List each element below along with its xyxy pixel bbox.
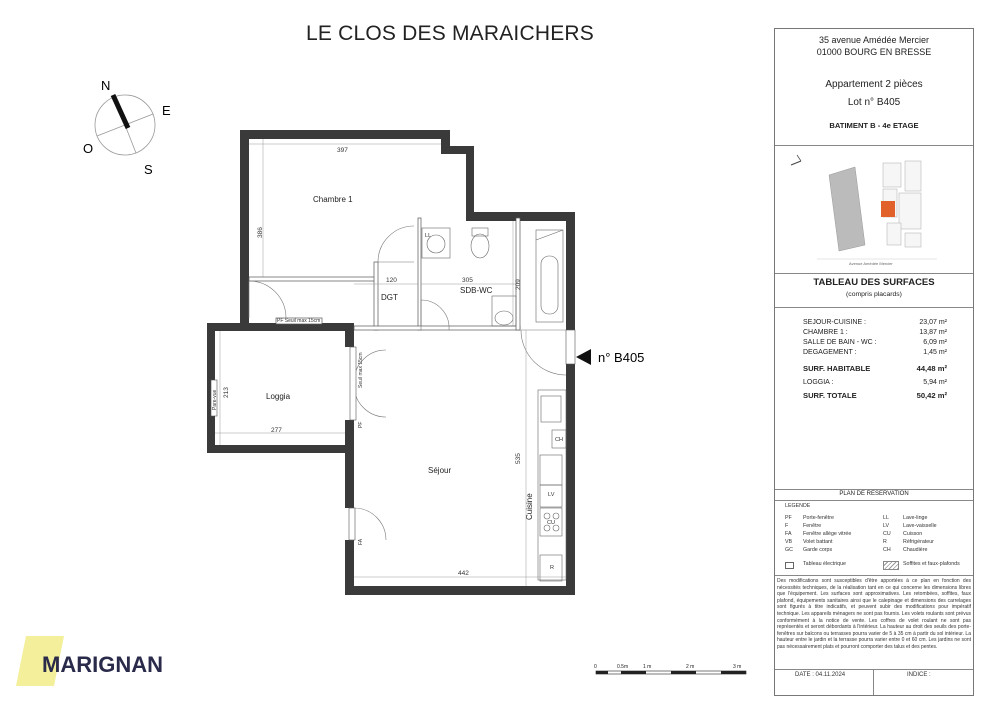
legend-label: Lave-linge [903,515,928,521]
footer-date: DATE : 04.11.2024 [795,672,846,678]
legend-code: LV [883,523,890,529]
compass-n: N [101,78,111,93]
dimension-lines [215,139,566,586]
legend-label: Cuisson [903,531,923,537]
compass [83,78,171,177]
scale-bar [594,664,746,674]
legend-label: Porte-fenêtre [803,515,834,521]
site-mini-map [787,153,963,271]
legend-label: Chaudière [903,547,928,553]
scale-3: 3 m [733,664,742,670]
mini-map-highlight [881,201,895,217]
lot-marker [576,349,644,365]
address-line2: 01000 BOURG EN BRESSE [816,47,932,57]
surface-habitable: SURF. HABITABLE 44,48 m² [803,364,947,373]
dim-209: 209 [515,279,522,290]
outer-walls [207,130,575,595]
kitchen-counter [538,390,566,581]
legend-label: Garde corps [803,547,833,553]
dim-213: 213 [223,387,230,398]
dim-535: 535 [515,453,522,464]
surface-totale: SURF. TOTALE 50,42 m² [803,391,947,400]
surface-row: SALLE DE BAIN - WC : 6,09 m² [803,339,947,346]
surface-row: DEGAGEMENT : 1,45 m² [803,349,947,356]
legend-code: CU [883,531,891,537]
apartment-building: BATIMENT B - 4e ETAGE [829,121,919,130]
scale-2: 2 m [686,664,695,670]
compass-o: O [83,141,94,156]
label-ch: CH [555,437,564,443]
compass-s: S [144,162,153,177]
dim-120: 120 [386,277,397,284]
dim-305: 305 [462,277,473,284]
legend-soffites: Soffites et faux-plafonds [903,561,960,567]
logo-text: MARIGNAN [42,652,163,677]
legend-code: GC [785,547,793,553]
disclaimer-notes: Des modifications sont susceptibles d'être apportées à ce plan en fonction des nécessités techniques, de la réalisation tant en ce qui concerne les dimensions libres que l'équipement. Les surfaces sont approximatives. Les retombées, soffites, faux plafond, équipements sanitaires ainsi que le calepinage et dimensions des carrelages sont figurés à titre indicatifs, et peuvent subir des modifications pour impératif technique. Les appareils ménagers ne sont pas fournis. Les volets roulants sont prévus conformément à la notice de vente. Les coffres de volet roulant ne sont pas représentés et seront débordants à l'intérieur. La hauteur au droit des seuils des porte-fenêtres sur balcons ou terrasses pourra varier de 5 à 35 cm à partir du sol intérieur. La hauteur entre le jardin et la terrasse pourra varier entre 0 et 60 cm. Les jardins ne sont pas nécessairement plats et pourront comporter des talus et des pentes. [777,578,971,650]
legend-code: F [785,523,789,529]
apartment-lot: Lot n° B405 [847,97,901,108]
surface-loggia: LOGGIA : 5,94 m² [803,379,947,386]
address-line1: 35 avenue Amédée Mercier [818,35,930,45]
label-pf: PF [358,421,364,428]
label-fa: FA [358,538,364,545]
info-panel [774,28,974,696]
label-pare-vue: Pare-vue [212,389,218,410]
dim-386: 386 [257,227,264,238]
scale-0: 0 [594,664,597,670]
scale-05: 0.5m [617,664,629,670]
marignan-logo [16,636,176,686]
legend-label: Réfrigérateur [903,539,934,545]
label-pf-seuil: PF Seuil max 15cm [277,318,321,324]
legend-title: LEGENDE [785,503,811,509]
reservation-label: PLAN DE RESERVATION [839,491,909,497]
legend-code: PF [785,515,792,521]
apartment-type: Appartement 2 pièces [825,79,923,90]
windows [211,330,575,540]
surfaces-title: TABLEAU DES SURFACES [813,277,935,288]
legend-label: Lave-vaisselle [903,523,937,529]
footer-indice: INDICE : [907,672,931,678]
page-title: LE CLOS DES MARAICHERS [306,22,594,45]
lot-marker-text: n° B405 [598,350,645,365]
legend-tableau: Tableau électrique [803,561,846,567]
dim-397: 397 [337,147,348,154]
legend-code: R [883,539,887,545]
soffite-hatch-icon [883,561,899,570]
room-cuisine: Cuisine [525,493,534,520]
room-sejour: Séjour [428,466,452,475]
legend-code: VB [785,539,793,545]
legend-label: Fenêtre [803,523,822,529]
label-cu: CU [547,520,556,526]
surface-row: CHAMBRE 1 : 13,87 m² [803,329,947,336]
bathroom-fixtures [422,228,563,326]
legend-code: LL [883,515,889,521]
mini-map-street: Avenue Amédée Mercier [849,261,893,266]
dim-442: 442 [458,570,469,577]
label-lv: LV [548,492,555,498]
scale-1: 1 m [643,664,652,670]
compass-e: E [162,103,171,118]
surface-row: SEJOUR-CUISINE : 23,07 m² [803,319,947,326]
room-sdb: SDB-WC [460,286,493,295]
legend-label: Volet battant [803,539,833,545]
room-loggia: Loggia [266,392,291,401]
label-ll: LL [425,233,432,239]
room-dgt: DGT [381,293,398,302]
legend-label: Fenêtre allège vitrée [803,531,852,537]
legend-code: FA [785,531,792,537]
electric-panel-icon [785,562,794,569]
legend-code: CH [883,547,891,553]
room-chambre: Chambre 1 [313,195,353,204]
dim-277: 277 [271,427,282,434]
surfaces-subtitle: (compris placards) [846,291,902,298]
label-r: R [550,565,555,571]
inner-walls [249,218,520,330]
label-seuil-v: Seuil max 15cm [358,352,364,388]
